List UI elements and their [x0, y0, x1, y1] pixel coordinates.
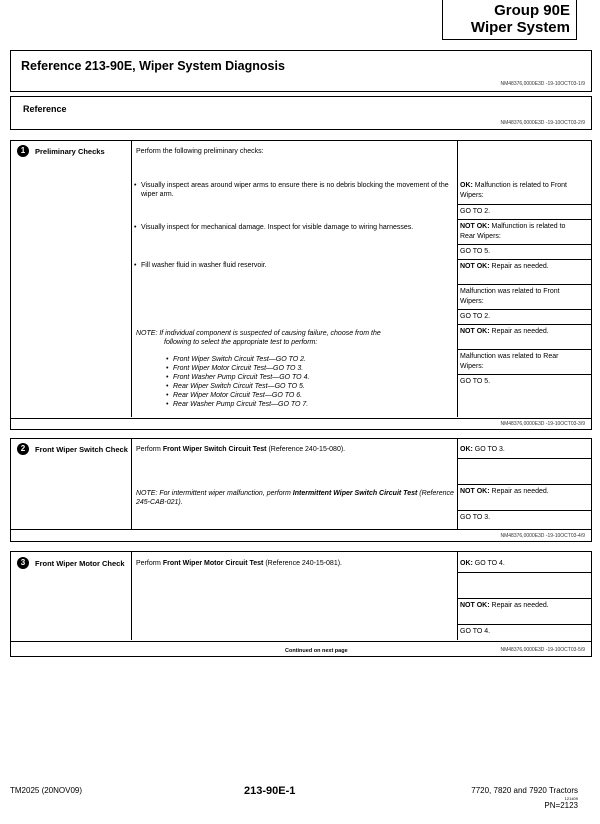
footer-page-number: 213-90E-1: [244, 785, 296, 797]
perform-instruction: Perform Front Wiper Motor Circuit Test (Reference 240-15-081).: [136, 560, 342, 567]
step-front-wiper-motor-check: [10, 551, 592, 657]
test-option: • Front Wiper Motor Circuit Test—GO TO 3.: [173, 364, 303, 373]
note-line: NOTE: If individual component is suspected of causing failure, choose from the: [136, 330, 381, 337]
step-code: NM48376,0000E3D -19-10OCT03-3/9: [500, 421, 585, 427]
test-option: • Rear Wiper Motor Circuit Test—GO TO 6.: [173, 391, 302, 400]
test-option: • Front Washer Pump Circuit Test—GO TO 4.: [173, 373, 309, 382]
step-code: NM48376,0000E3D -19-10OCT03-5/9: [500, 647, 585, 653]
result-ok: OK: GO TO 3.: [460, 446, 505, 453]
result-goto: GO TO 2.: [460, 208, 491, 215]
result-not-ok: NOT OK: Repair as needed.: [460, 263, 549, 270]
step-number-badge: 1: [17, 145, 29, 157]
footer-product: 7720, 7820 and 7920 Tractors: [471, 786, 578, 795]
note-text: NOTE: For intermittent wiper malfunction, perform Intermittent Wiper Switch Circuit Test (Reference 245-CAB-021).: [136, 490, 454, 506]
result-text: Malfunction was related to Front Wipers:: [460, 288, 560, 305]
check-item: • Visually inspect for mechanical damage. Inspect for visible damage to wiring harnesses.: [141, 223, 441, 232]
result-goto: GO TO 4.: [460, 628, 491, 635]
step-front-wiper-switch-check: [10, 438, 592, 542]
footer-pn: PN=2123: [544, 801, 578, 810]
system-name: Wiper System: [470, 19, 570, 36]
result-not-ok: NOT OK: Repair as needed.: [460, 328, 549, 335]
step-number-badge: 2: [17, 443, 29, 455]
reference-section-box: [10, 96, 592, 130]
group-header: [442, 0, 577, 40]
result-not-ok: NOT OK: Malfunction is related to Rear Wipers:: [460, 223, 566, 240]
footer-date-code: 121409: [564, 796, 578, 801]
result-ok: OK: GO TO 4.: [460, 560, 505, 567]
result-not-ok: NOT OK: Repair as needed.: [460, 488, 549, 495]
footer-manual-id: TM2025 (20NOV09): [10, 786, 83, 795]
result-text: Malfunction was related to Rear Wipers:: [460, 353, 559, 370]
group-number: Group 90E: [494, 2, 570, 19]
step-code: NM48376,0000E3D -19-10OCT03-4/9: [500, 533, 585, 539]
result-goto: GO TO 5.: [460, 378, 491, 385]
step-title: Preliminary Checks: [35, 147, 105, 156]
reference-title: Reference 213-90E, Wiper System Diagnosis: [21, 59, 285, 73]
step-intro: Perform the following preliminary checks:: [136, 148, 264, 155]
step-preliminary-checks: [10, 140, 592, 430]
result-goto: GO TO 2.: [460, 313, 491, 320]
perform-instruction: Perform Front Wiper Switch Circuit Test (Reference 240-15-080).: [136, 446, 346, 453]
reference-title-code: NM48376,0000E3D -19-10OCT03-1/9: [500, 81, 585, 87]
check-item: • Visually inspect areas around wiper arms to ensure there is no debris blocking the movement of the wiper arm.: [141, 181, 451, 199]
check-item: • Fill washer fluid in washer fluid reservoir.: [141, 261, 451, 270]
step-number-badge: 3: [17, 557, 29, 569]
continued-note: Continued on next page: [285, 648, 348, 654]
reference-title-box: [10, 50, 592, 92]
result-goto: GO TO 3.: [460, 514, 491, 521]
note-line: following to select the appropriate test to perform:: [164, 339, 318, 346]
step-title: Front Wiper Switch Check: [35, 445, 128, 454]
test-option: • Rear Wiper Switch Circuit Test—GO TO 5.: [173, 382, 305, 391]
result-ok: OK: Malfunction is related to Front Wipers:: [460, 182, 568, 199]
result-goto: GO TO 5.: [460, 248, 491, 255]
test-option: • Rear Washer Pump Circuit Test—GO TO 7.: [173, 400, 308, 409]
step-title: Front Wiper Motor Check: [35, 559, 125, 568]
reference-section-title: Reference: [23, 104, 67, 114]
result-not-ok: NOT OK: Repair as needed.: [460, 602, 549, 609]
reference-section-code: NM48376,0000E3D -19-10OCT03-2/9: [500, 120, 585, 126]
test-option: • Front Wiper Switch Circuit Test—GO TO 2.: [173, 355, 306, 364]
